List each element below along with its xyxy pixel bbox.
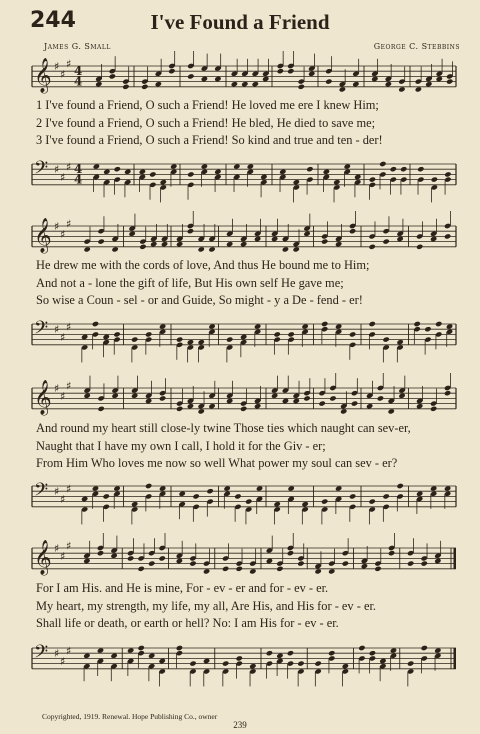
note-head	[192, 493, 199, 499]
note-head	[97, 406, 104, 412]
note-head	[377, 395, 384, 401]
note-head	[236, 655, 243, 661]
bass-clef-icon: 𝄢	[34, 642, 49, 667]
note-head	[187, 171, 194, 177]
note-head	[168, 68, 175, 74]
note-head	[413, 321, 420, 327]
lyric-line: So wise a Coun - sel - or and Guide, So might - y a De - fend - er!	[36, 293, 363, 307]
note-head	[256, 485, 263, 491]
sharp-icon: ♯	[66, 539, 72, 553]
note-head	[124, 169, 131, 175]
note-head	[240, 241, 247, 247]
note-head	[84, 246, 91, 252]
lyric-line: Naught that I have my own I call, I hold it for the Giv - er;	[36, 438, 326, 453]
lyric-line: 2 I've found a Friend, O such a Friend! He bled, He died to save me;	[36, 115, 376, 130]
note-head	[161, 241, 168, 247]
note-head	[159, 323, 166, 329]
note-head	[369, 244, 376, 250]
sharp-icon: ♯	[60, 67, 66, 81]
note-head	[240, 406, 247, 412]
note-head	[249, 568, 256, 574]
note-head	[145, 398, 152, 404]
note-head	[189, 560, 196, 566]
note-head	[287, 550, 294, 556]
note-head	[223, 485, 230, 491]
note-head	[139, 244, 146, 250]
note-head	[93, 163, 100, 169]
note-head	[92, 321, 99, 327]
final-barline	[454, 648, 457, 669]
note-head	[236, 566, 243, 572]
note-head	[103, 493, 110, 499]
sharp-icon: ♯	[60, 493, 66, 506]
note-head	[214, 169, 221, 175]
note-head	[396, 236, 403, 242]
lyric-line: 3 I've found a Friend, O such a Friend! So kind and true and ten - der!	[36, 133, 383, 147]
note-head	[159, 658, 166, 664]
note-head	[430, 485, 437, 491]
note-head	[226, 241, 233, 247]
note-head	[352, 81, 359, 87]
note-head	[328, 650, 335, 656]
note-head	[297, 560, 304, 566]
note-head	[176, 406, 183, 412]
note-head	[287, 331, 294, 337]
time-signature: 4	[74, 74, 83, 89]
note-head	[233, 163, 240, 169]
note-head	[318, 400, 325, 406]
note-head	[198, 408, 205, 414]
note-head	[170, 163, 177, 169]
note-head	[369, 176, 376, 182]
sharp-icon: ♯	[60, 549, 66, 563]
note-head	[306, 166, 313, 172]
sharp-icon: ♯	[54, 220, 60, 233]
note-head	[400, 166, 407, 172]
note-head	[138, 645, 145, 651]
note-head	[241, 81, 248, 87]
bass-staff-notation	[32, 156, 456, 196]
note-head	[110, 653, 117, 659]
lyric-line: And not a - lone the gift of life, But His own self He gave me;	[36, 275, 344, 290]
note-head	[396, 483, 403, 489]
note-head	[179, 491, 186, 497]
sharp-icon: ♯	[60, 331, 66, 344]
note-head	[198, 339, 205, 345]
note-head	[301, 323, 308, 329]
note-head	[342, 560, 349, 566]
note-head	[159, 485, 166, 491]
note-head	[109, 73, 116, 79]
bass-clef-icon: 𝄢	[34, 158, 49, 183]
note-head	[407, 660, 414, 666]
note-head	[127, 647, 134, 653]
lyric-line: My heart, my strength, my life, my all, Are His, and His for - ev - er.	[36, 598, 376, 613]
note-head	[349, 228, 356, 234]
sharp-icon: ♯	[54, 542, 60, 555]
note-head	[262, 76, 269, 82]
note-head	[358, 645, 365, 651]
note-head	[333, 179, 340, 185]
note-head	[176, 336, 183, 342]
note-head	[416, 403, 423, 409]
note-head	[335, 323, 342, 329]
note-head	[430, 406, 437, 412]
sharp-icon: ♯	[66, 57, 72, 71]
note-head	[398, 393, 405, 399]
note-head	[351, 400, 358, 406]
note-head	[83, 558, 90, 564]
note-head	[340, 408, 347, 414]
note-head	[385, 81, 392, 87]
treble-staff-notation	[32, 540, 456, 580]
composer-credit: George C. Stebbins	[373, 42, 460, 51]
treble-clef-icon: 𝄞	[34, 218, 52, 253]
note-head	[159, 395, 166, 401]
note-head	[159, 555, 166, 561]
note-head	[335, 485, 342, 491]
sharp-icon: ♯	[54, 60, 60, 73]
note-head	[254, 323, 261, 329]
note-head	[149, 171, 156, 177]
lyrics-block-2	[36, 257, 446, 310]
bass-staff-notation	[32, 640, 456, 680]
note-head	[388, 408, 395, 414]
sharp-icon: ♯	[54, 163, 60, 177]
note-head	[436, 76, 443, 82]
lyrics-block-4	[36, 580, 446, 633]
note-head	[303, 395, 310, 401]
note-head	[145, 483, 152, 489]
note-head	[176, 645, 183, 651]
page-number: 239	[233, 720, 247, 730]
note-head	[297, 660, 304, 666]
note-head	[444, 390, 451, 396]
note-head	[382, 238, 389, 244]
note-head	[103, 169, 110, 175]
note-head	[329, 395, 336, 401]
sharp-icon: ♯	[66, 482, 72, 496]
note-head	[301, 501, 308, 507]
note-head	[128, 231, 135, 237]
note-head	[277, 68, 284, 74]
note-head	[187, 339, 194, 345]
note-head	[208, 403, 215, 409]
note-head	[435, 321, 442, 327]
note-head	[323, 169, 330, 175]
note-head	[415, 86, 422, 92]
sharp-icon: ♯	[66, 217, 72, 231]
note-head	[249, 663, 256, 669]
note-head	[303, 231, 310, 237]
time-signature: 4	[74, 162, 83, 176]
treble-clef-icon: 𝄞	[34, 380, 52, 415]
bass-staff-notation	[32, 316, 456, 356]
note-head	[176, 241, 183, 247]
note-head	[222, 566, 229, 572]
note-head	[226, 398, 233, 404]
note-head	[139, 169, 146, 175]
note-head	[254, 236, 261, 242]
note-head	[97, 647, 104, 653]
note-head	[131, 501, 138, 507]
note-head	[369, 498, 376, 504]
note-head	[444, 485, 451, 491]
lyrics-block-1	[36, 97, 446, 150]
note-head	[187, 73, 194, 79]
note-head	[276, 566, 283, 572]
note-head	[226, 336, 233, 342]
note-head	[335, 241, 342, 247]
note-head	[113, 331, 120, 337]
note-head	[369, 650, 376, 656]
note-head	[245, 498, 252, 504]
bass-staff-notation	[32, 478, 456, 518]
note-head	[430, 236, 437, 242]
sharp-icon: ♯	[60, 655, 66, 668]
sharp-icon: ♯	[60, 171, 66, 184]
note-head	[325, 78, 332, 84]
copyright-notice: Copyrighted, 1919. Renewal. Hope Publishing Co., owner	[42, 712, 218, 721]
treble-staff-notation	[32, 380, 456, 420]
note-head	[407, 560, 414, 566]
note-head	[266, 650, 273, 656]
note-head	[339, 86, 346, 92]
note-head	[111, 246, 118, 252]
hymn-number: 244	[30, 8, 76, 33]
note-head	[155, 81, 162, 87]
note-head	[321, 238, 328, 244]
note-head	[349, 493, 356, 499]
sharp-icon: ♯	[60, 227, 66, 241]
note-head	[234, 493, 241, 499]
note-head	[148, 560, 155, 566]
note-head	[417, 166, 424, 172]
lyric-line: Shall life or death, or earth or hell? No: I am His for - ev - er.	[36, 616, 339, 630]
note-head	[266, 558, 273, 564]
note-head	[203, 658, 210, 664]
note-head	[321, 498, 328, 504]
sharp-icon: ♯	[66, 160, 72, 174]
note-head	[279, 169, 286, 175]
note-head	[366, 403, 373, 409]
note-head	[431, 176, 438, 182]
note-head	[282, 398, 289, 404]
note-head	[271, 236, 278, 242]
note-head	[81, 334, 88, 340]
note-head	[382, 493, 389, 499]
note-head	[160, 179, 167, 185]
note-head	[240, 334, 247, 340]
note-head	[111, 393, 118, 399]
note-head	[148, 653, 155, 659]
bass-clef-icon: 𝄢	[34, 318, 49, 343]
note-head	[374, 566, 381, 572]
note-head	[208, 246, 215, 252]
note-head	[416, 491, 423, 497]
note-head	[189, 660, 196, 666]
note-head	[298, 84, 305, 90]
note-head	[122, 84, 129, 90]
note-head	[314, 660, 321, 666]
sharp-icon: ♯	[54, 382, 60, 395]
note-head	[254, 403, 261, 409]
note-head	[83, 653, 90, 659]
note-head	[379, 658, 386, 664]
sharp-icon: ♯	[54, 323, 60, 337]
note-head	[222, 660, 229, 666]
note-head	[138, 566, 145, 572]
note-head	[421, 560, 428, 566]
note-head	[390, 166, 397, 172]
note-head	[127, 555, 134, 561]
note-head	[208, 323, 215, 329]
note-head	[379, 161, 386, 167]
note-head	[110, 553, 117, 559]
note-head	[260, 174, 267, 180]
note-head	[388, 550, 395, 556]
note-head	[187, 228, 194, 234]
lyric-line: 1 I've found a Friend, O such a Friend! He loved me ere I knew Him;	[36, 98, 379, 112]
note-head	[150, 241, 157, 247]
bass-clef-icon: 𝄢	[34, 480, 49, 505]
note-head	[390, 647, 397, 653]
note-head	[434, 558, 441, 564]
note-head	[421, 645, 428, 651]
note-head	[287, 68, 294, 74]
note-head	[398, 86, 405, 92]
note-head	[354, 174, 361, 180]
note-head	[371, 76, 378, 82]
lyric-line: And round my heart still close-ly twine Those ties which naught can sev-er,	[36, 421, 411, 435]
note-head	[176, 558, 183, 564]
note-head	[434, 647, 441, 653]
sharp-icon: ♯	[66, 379, 72, 393]
note-head	[203, 568, 210, 574]
note-head	[342, 663, 349, 669]
note-head	[81, 496, 88, 502]
note-head	[308, 71, 315, 77]
note-head	[201, 163, 208, 169]
note-head	[131, 336, 138, 342]
treble-staff-notation	[32, 58, 456, 98]
lyrics-block-3	[36, 420, 446, 473]
note-head	[198, 246, 205, 252]
treble-clef-icon: 𝄞	[34, 540, 52, 575]
note-head	[214, 76, 221, 82]
note-head	[344, 163, 351, 169]
note-head	[328, 568, 335, 574]
note-head	[274, 501, 281, 507]
note-head	[97, 550, 104, 556]
note-head	[84, 393, 91, 399]
note-head	[293, 398, 300, 404]
note-head	[282, 246, 289, 252]
lyric-line: He drew me with the cords of love, And thus He bound me to Him;	[36, 258, 370, 272]
note-head	[276, 653, 283, 659]
note-head	[113, 485, 120, 491]
note-head	[396, 339, 403, 345]
note-head	[114, 166, 121, 172]
hymn-title: I've Found a Friend	[150, 10, 330, 34]
note-head	[95, 81, 102, 87]
treble-clef-icon: 𝄞	[34, 58, 52, 93]
sharp-icon: ♯	[54, 485, 60, 499]
note-head	[444, 171, 451, 177]
note-head	[187, 403, 194, 409]
final-barline	[454, 548, 457, 569]
sharp-icon: ♯	[66, 320, 72, 334]
note-head	[321, 321, 328, 327]
note-head	[369, 321, 376, 327]
treble-staff-notation	[32, 218, 456, 258]
author-credit: James G. Small	[44, 42, 111, 51]
sharp-icon: ♯	[66, 644, 72, 658]
lyric-line: From Him Who loves me now so well What power my soul can sev - er?	[36, 456, 398, 470]
note-head	[293, 179, 300, 185]
lyric-line: For I am His. and He is mine, For - ev - er and for - ev - er.	[36, 581, 329, 595]
note-head	[293, 246, 300, 252]
note-head	[416, 244, 423, 250]
note-head	[247, 163, 254, 169]
note-head	[361, 563, 368, 569]
sharp-icon: ♯	[54, 647, 60, 661]
note-head	[252, 81, 259, 87]
time-signature: 4	[74, 172, 83, 187]
note-head	[103, 334, 110, 340]
note-head	[446, 78, 453, 84]
note-head	[314, 568, 321, 574]
note-head	[446, 323, 453, 329]
note-head	[97, 238, 104, 244]
note-head	[444, 233, 451, 239]
note-head	[201, 76, 208, 82]
note-head	[92, 485, 99, 491]
note-head	[131, 393, 138, 399]
sharp-icon: ♯	[60, 389, 66, 403]
note-head	[274, 331, 281, 337]
note-head	[425, 81, 432, 87]
note-head	[145, 331, 152, 337]
note-head	[424, 326, 431, 332]
time-signature: 4	[74, 64, 83, 78]
note-head	[382, 336, 389, 342]
note-head	[231, 81, 238, 87]
note-head	[287, 485, 294, 491]
note-head	[271, 393, 278, 399]
note-head	[349, 331, 356, 337]
note-head	[287, 650, 294, 656]
note-head	[206, 488, 213, 494]
note-head	[141, 84, 148, 90]
